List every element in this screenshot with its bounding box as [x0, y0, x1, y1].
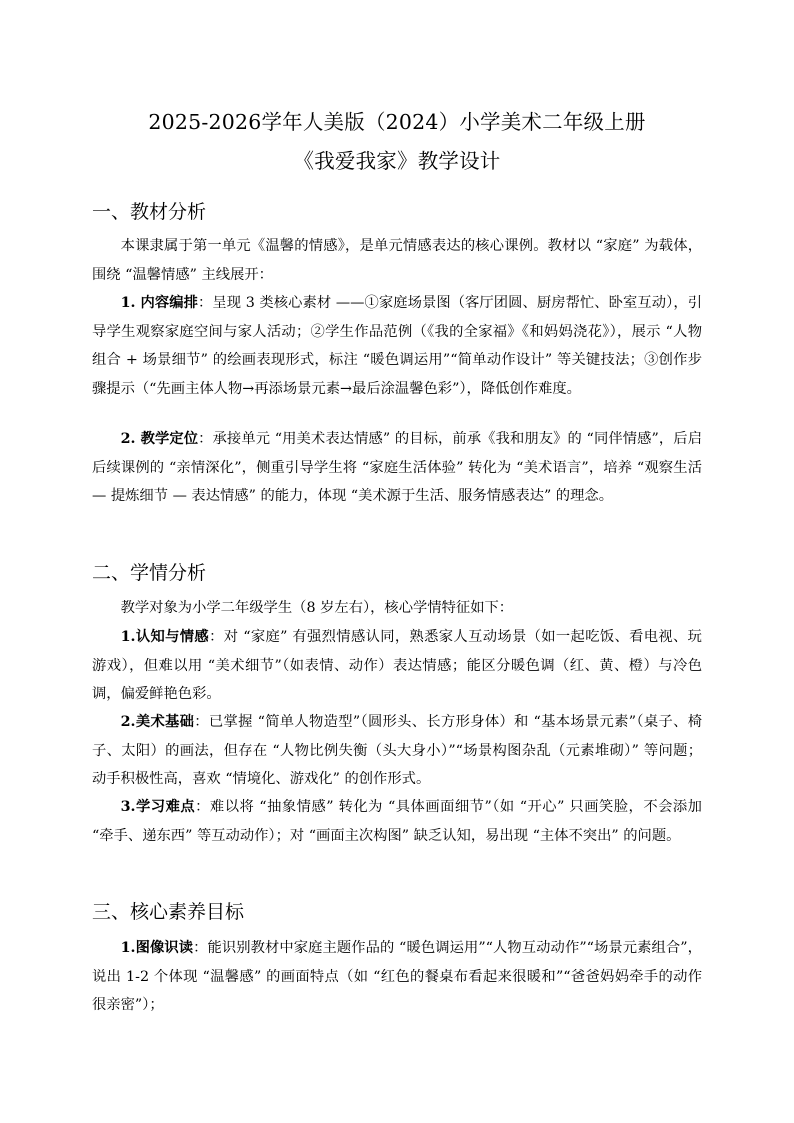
section2-item-cognition: [92, 623, 702, 709]
section-heading-core-literacy-goals: 三、核心素养目标: [92, 901, 245, 923]
section-heading-textbook-analysis: 一、教材分析: [92, 201, 207, 223]
item-label: 2.美术基础: [120, 714, 195, 730]
item-label: 1.认知与情感: [120, 629, 210, 645]
item-label: 3.学习难点: [120, 799, 196, 815]
section2-intro: 教学对象为小学二年级学生（8 岁左右），核心学情特征如下：: [120, 600, 514, 616]
section1-item-content: [92, 289, 702, 403]
document-title-line1: 2025-2026学年人美版（2024）小学美术二年级上册: [148, 110, 646, 134]
section2-item-art-basics: [92, 708, 702, 794]
section1-item-positioning: [92, 425, 702, 511]
section3-item-image-reading: [92, 934, 702, 1020]
item-text: ：承接单元 “用美术表达情感” 的目标，前承《我和朋友》的 “同伴情感”，后启后续课例的 “亲情深化”，侧重引导学生将 “家庭生活体验” 转化为 “美术语言”，培养 “观察生活 — 提炼细节 — 表达情感” 的能力，体现 “美术源于生活、服务情感表达” 的理念。: [92, 431, 702, 505]
item-text: ：对 “家庭” 有强烈情感认同，熟悉家人互动场景（如一起吃饭、看电视、玩游戏），但难以用 “美术细节”（如表情、动作）表达情感；能区分暖色调（红、黄、橙）与冷色调，偏爱鲜艳色彩。: [92, 629, 702, 703]
document-title-line2: 《我爱我家》教学设计: [293, 149, 501, 173]
item-text: ：能识别教材中家庭主题作品的 “暖色调运用”“人物互动动作”“场景元素组合”，说出 1-2 个体现 “温馨感” 的画面特点（如 “红色的餐桌布看起来很暖和”“爸爸妈妈牵手的动作很亲密”）；: [92, 940, 702, 1014]
section1-intro: 本课隶属于第一单元《温馨的情感》，是单元情感表达的核心课例。教材以 “家庭” 为载体，围绕 “温馨情感” 主线展开：: [92, 238, 702, 283]
section-heading-learner-analysis: 二、学情分析: [92, 562, 207, 584]
item-text: ：已掌握 “简单人物造型”（圆形头、长方形身体）和 “基本场景元素”（桌子、椅子、太阳）的画法，但存在 “人物比例失衡（头大身小）”“场景构图杂乱（元素堆砌）” 等问题；动手积极性高，喜欢 “情境化、游戏化” 的创作形式。: [92, 714, 702, 788]
item-text: ：难以将 “抽象情感” 转化为 “具体画面细节”（如 “开心” 只画笑脸，不会添加 “牵手、递东西” 等互动动作）；对 “画面主次构图” 缺乏认知，易出现 “主体不突出” 的问题。: [92, 799, 702, 844]
item-label: 1. 内容编排: [120, 295, 199, 311]
item-label: 2. 教学定位: [120, 431, 199, 447]
item-text: ：呈现 3 类核心素材 ——①家庭场景图（客厅团圆、厨房帮忙、卧室互动），引导学生观察家庭空间与家人活动；②学生作品范例（《我的全家福》《和妈妈浇花》），展示 “人物组合 + 场景细节” 的绘画表现形式，标注 “暖色调运用”“简单动作设计” 等关键技法；③创作步骤提示（“先画主体人物→再添场景元素→最后涂温馨色彩”），降低创作难度。: [92, 295, 702, 397]
item-label: 1.图像识读: [120, 940, 194, 956]
section2-item-difficulties: [92, 793, 702, 850]
